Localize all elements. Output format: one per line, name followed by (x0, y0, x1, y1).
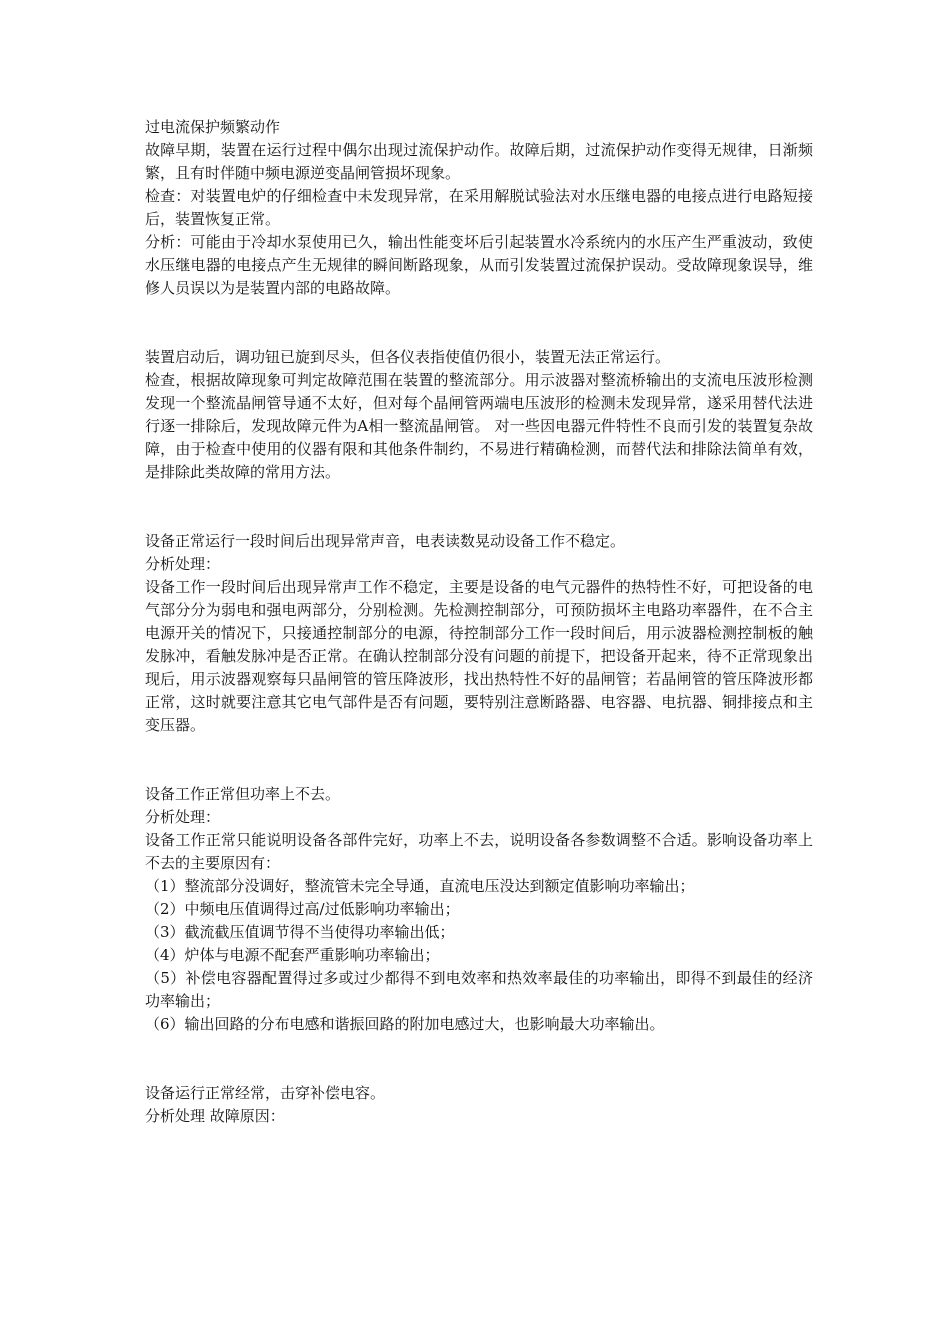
paragraph-label: 分析处理： (145, 808, 221, 826)
section-startup-low-reading (145, 346, 813, 484)
list-item: （1）整流部分没调好，整流管未完全导通，直流电压没达到额定值影响功率输出； (145, 877, 695, 895)
document-body (145, 116, 813, 1128)
section-title: 过电流保护频繁动作 (145, 118, 281, 136)
paragraph: 设备工作正常只能说明设备各部件完好，功率上不去，说明设备各参数调整不合适。影响设备功率上不去的主要原因有： (145, 831, 813, 872)
section-title: 装置启动后，调功钮已旋到尽头，但各仪表指使值仍很小，装置无法正常运行。 (145, 348, 671, 366)
list-item: （3）截流截压值调节得不当使得功率输出低； (145, 923, 455, 941)
paragraph-label: 分析处理： (145, 555, 221, 573)
section-capacitor-breakdown (145, 1082, 813, 1128)
section-title: 设备运行正常经常，击穿补偿电容。 (145, 1084, 386, 1102)
section-abnormal-sound (145, 530, 813, 737)
list-item: （6）输出回路的分布电感和谐振回路的附加电感过大，也影响最大功率输出。 (145, 1015, 665, 1033)
paragraph: 分析：可能由于冷却水泵使用已久，输出性能变坏后引起装置水冷系统内的水压产生严重波动，致使水压继电器的电接点产生无规律的瞬间断路现象，从而引发装置过流保护误动。受故障现象误导，维修人员误以为是装置内部的电路故障。 (145, 233, 813, 297)
paragraph: 检查：对装置电炉的仔细检查中未发现异常，在采用解脱试验法对水压继电器的电接点进行电路短接后，装置恢复正常。 (145, 187, 813, 228)
paragraph: 故障早期，装置在运行过程中偶尔出现过流保护动作。故障后期，过流保护动作变得无规律，日渐频繁，且有时伴随中频电源逆变晶闸管损坏现象。 (145, 141, 813, 182)
paragraph: 检查，根据故障现象可判定故障范围在装置的整流部分。用示波器对整流桥输出的支流电压波形检测发现一个整流晶闸管导通不太好，但对每个晶闸管两端电压波形的检测未发现异常，遂采用替代法进行逐一排除后，发现故障元件为A相一整流晶闸管。 对一些因电器元件特性不良而引发的装置复杂故障，由于检查中使用的仪器有限和其他条件制约，不易进行精确检测，而替代法和排除法简单有效，是排除此类故障的常用方法。 (145, 371, 813, 481)
section-title: 设备工作正常但功率上不去。 (145, 785, 341, 803)
list-item: （5）补偿电容器配置得过多或过少都得不到电效率和热效率最佳的功率输出，即得不到最佳的经济功率输出； (145, 969, 813, 1010)
paragraph: 设备工作一段时间后出现异常声工作不稳定，主要是设备的电气元器件的热特性不好，可把设备的电气部分分为弱电和强电两部分，分别检测。先检测控制部分，可预防损坏主电路功率器件，在不合主电源开关的情况下，只接通控制部分的电源，待控制部分工作一段时间后，用示波器检测控制板的触发脉冲，看触发脉冲是否正常。在确认控制部分没有问题的前提下，把设备开起来，待不正常现象出现后，用示波器观察每只晶闸管的管压降波形，找出热特性不好的晶闸管；若晶闸管的管压降波形都正常，这时就要注意其它电气部件是否有问题，要特别注意断路器、电容器、电抗器、铜排接点和主变压器。 (145, 578, 813, 734)
list-item: （2）中频电压值调得过高/过低影响功率输出； (145, 900, 460, 918)
paragraph-label: 分析处理 故障原因： (145, 1107, 285, 1125)
section-low-power (145, 783, 813, 1036)
list-item: （4）炉体与电源不配套严重影响功率输出； (145, 946, 440, 964)
section-overcurrent (145, 116, 813, 300)
section-title: 设备正常运行一段时间后出现异常声音，电表读数晃动设备工作不稳定。 (145, 532, 626, 550)
